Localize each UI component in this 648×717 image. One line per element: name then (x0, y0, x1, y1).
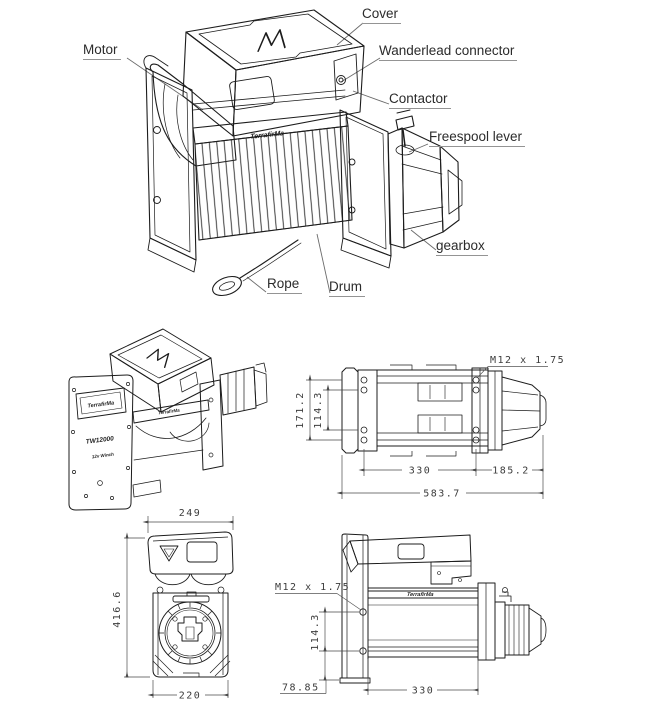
side-view-dims (275, 594, 478, 696)
iso-model-text: TW12000 (85, 435, 115, 446)
logo-m-mark (258, 29, 287, 51)
dim-330-side: 330 (411, 685, 435, 697)
dim-416-6: 416.6 (112, 590, 123, 628)
iso-view (40, 320, 280, 520)
dim-220: 220 (178, 690, 202, 702)
dim-583-7: 583.7 (423, 488, 461, 500)
label-freespool: Freespool lever (429, 129, 525, 147)
label-contactor: Contactor (389, 91, 451, 109)
top-view-drawing (290, 345, 648, 505)
logo-m-mark-iso (147, 347, 173, 368)
gearbox-end-face (159, 602, 221, 664)
dim-249: 249 (178, 508, 202, 519)
iso-crossbar-brand: TerrafirMa (157, 407, 180, 416)
side-view-drawing (255, 530, 648, 717)
label-gearbox: gearbox (436, 238, 488, 256)
top-view (290, 345, 648, 505)
pictorial-view (0, 0, 648, 320)
drum-brand-text: TerrafirMa (250, 130, 285, 141)
label-motor: Motor (83, 42, 121, 60)
dim-185-2: 185.2 (492, 465, 530, 477)
dim-114-3-top: 114.3 (313, 391, 324, 429)
warning-triangle-icon (160, 546, 178, 561)
side-view (255, 530, 648, 717)
dim-171-2: 171.2 (295, 391, 306, 429)
iso-voltage-text: 12v Winch (91, 451, 115, 460)
left-bracket (144, 56, 196, 272)
cover-part (183, 10, 364, 136)
wanderlead-connector-part (334, 54, 358, 100)
dim-330-top: 330 (408, 465, 432, 477)
side-view-brand: TerrafirMa (406, 592, 434, 598)
label-cover: Cover (362, 6, 401, 24)
dim-thread-top: M12 x 1.75 (490, 355, 566, 366)
dim-78-85: 78.85 (282, 682, 320, 694)
dim-thread-side: M12 x 1.75 (275, 582, 351, 593)
label-wanderlead: Wanderlead connector (379, 43, 517, 61)
label-drum: Drum (329, 279, 365, 297)
label-rope: Rope (267, 276, 302, 294)
dim-114-3-side: 114.3 (310, 613, 321, 651)
drum-part (195, 126, 352, 240)
iso-drawing (40, 320, 280, 520)
iso-badge-brand: TerrafirMa (87, 400, 115, 410)
